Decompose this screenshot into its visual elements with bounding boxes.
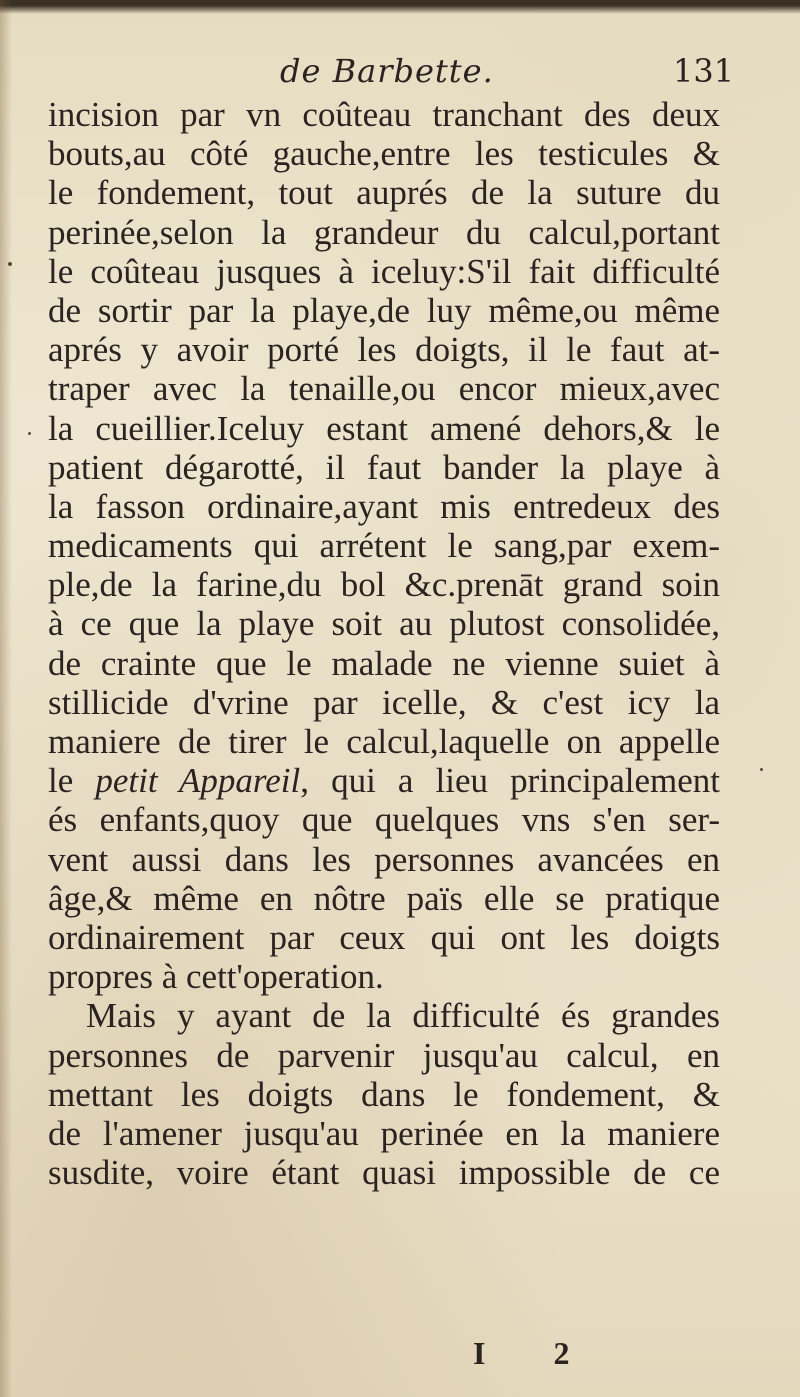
text-line: le fondement, tout auprés de la suture du bbox=[48, 173, 720, 213]
text-line: perinée,selon la grandeur du calcul,portant bbox=[48, 212, 720, 252]
text-line: de crainte que le malade ne vienne suiet à bbox=[48, 643, 720, 683]
paragraph-first-line: Mais y ayant de la difficulté és grandes bbox=[86, 996, 720, 1036]
signature-mark: I 2 bbox=[473, 1335, 600, 1371]
text-line: ple,de la farine,du bol &c.prenāt grand soin bbox=[48, 565, 720, 605]
body-text bbox=[48, 95, 720, 1192]
ink-speck bbox=[8, 262, 12, 266]
text-line: la cueillier.Iceluy estant amené dehors,& le bbox=[48, 408, 720, 448]
text-line: ordinairement par ceux qui ont les doigts bbox=[48, 917, 720, 957]
text-line: medicaments qui arrétent le sang,par exem- bbox=[48, 526, 720, 566]
text-line: mettant les doigts dans le fondement, & bbox=[48, 1074, 720, 1114]
text-line: bouts,au côté gauche,entre les testicules & bbox=[48, 134, 720, 174]
ink-speck bbox=[760, 768, 763, 771]
text-line: susdite, voire étant quasi impossible de ce bbox=[48, 1153, 720, 1193]
text-line: patient dégarotté, il faut bander la playe à bbox=[48, 447, 720, 487]
page-number: 131 bbox=[673, 52, 735, 90]
page-gutter-shadow bbox=[0, 0, 12, 1397]
text-line: de l'amener jusqu'au perinée en la maniere bbox=[48, 1113, 720, 1153]
text-line: vent aussi dans les personnes avancées en bbox=[48, 839, 720, 879]
text-line: âge,& même en nôtre païs elle se pratique bbox=[48, 878, 720, 918]
ink-speck bbox=[28, 432, 31, 435]
text-line: stillicide d'vrine par icelle, & c'est icy la bbox=[48, 682, 720, 722]
text-line: de sortir par la playe,de luy même,ou même bbox=[48, 290, 720, 330]
text-line: personnes de parvenir jusqu'au calcul, en bbox=[48, 1035, 720, 1075]
text-line: maniere de tirer le calcul,laquelle on appelle bbox=[48, 722, 720, 761]
page-top-edge bbox=[0, 0, 800, 14]
text-line: traper avec la tenaille,ou encor mieux,avec bbox=[48, 369, 720, 409]
line-prefix: le bbox=[48, 761, 96, 801]
italic-term: petit Appareil bbox=[95, 761, 301, 801]
text-line-with-italic bbox=[48, 761, 720, 800]
running-head: de Barbette. bbox=[280, 52, 494, 90]
text-line: aprés y avoir porté les doigts, il le faut at- bbox=[48, 330, 720, 370]
text-line: propres à cett'operation. bbox=[48, 957, 384, 997]
line-suffix: , qui a lieu principalement bbox=[300, 761, 720, 801]
text-line: incision par vn coûteau tranchant des deux bbox=[48, 95, 720, 134]
text-line: à ce que la playe soit au plutost consolidée, bbox=[48, 604, 720, 644]
text-line: la fasson ordinaire,ayant mis entredeux des bbox=[48, 486, 720, 526]
text-line: és enfants,quoy que quelques vns s'en ser- bbox=[48, 800, 720, 840]
text-line: le coûteau jusques à iceluy:S'il fait difficulté bbox=[48, 251, 720, 291]
